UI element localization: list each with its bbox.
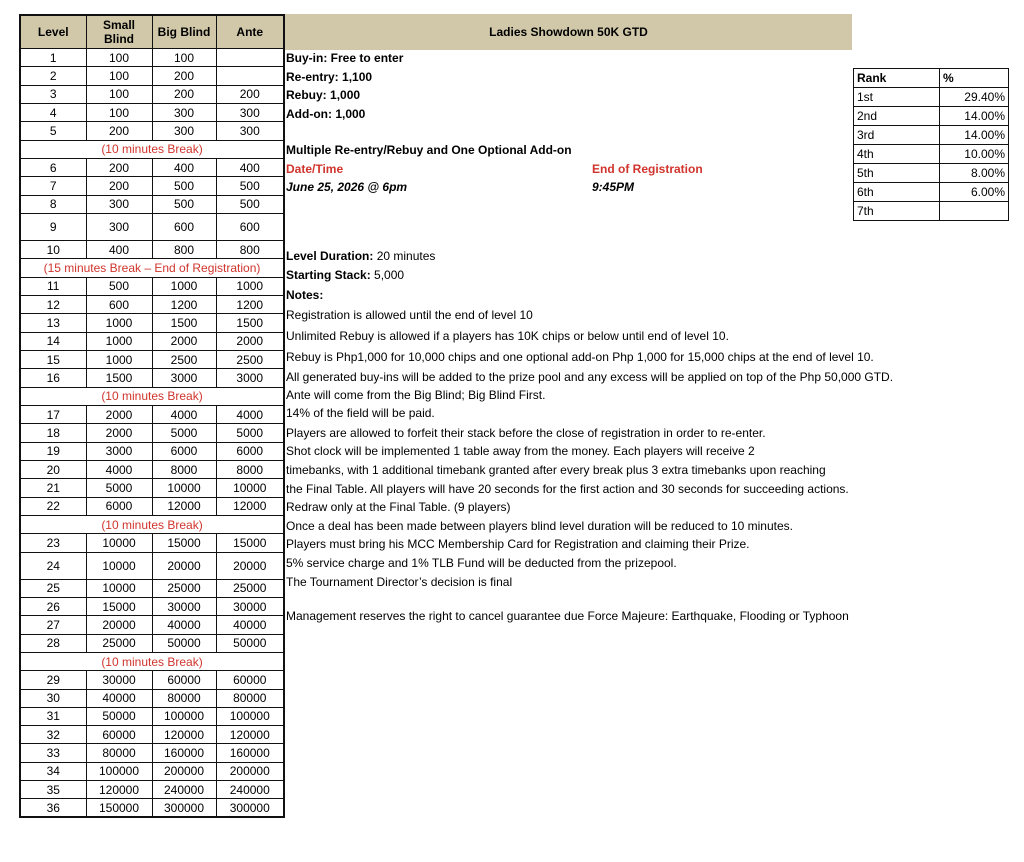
small-blind-cell: 5000 — [86, 479, 152, 497]
buyin-value: Free to enter — [330, 51, 404, 65]
note-line: Ante will come from the Big Blind; Big Blind First. — [286, 388, 546, 402]
level-duration-value: 20 minutes — [376, 249, 436, 263]
ante-cell: 50000 — [216, 634, 284, 652]
level-row — [20, 158, 284, 176]
level-row — [20, 534, 284, 552]
small-blind-cell: 10000 — [86, 552, 152, 579]
level-row — [20, 240, 284, 258]
level-row — [20, 616, 284, 634]
small-blind-cell: 40000 — [86, 689, 152, 707]
rank-cell: 5th — [854, 164, 940, 183]
big-blind-cell: 160000 — [152, 744, 216, 762]
big-blind-cell: 10000 — [152, 479, 216, 497]
blind-structure-table — [19, 14, 285, 818]
break-row — [20, 140, 284, 158]
level-row — [20, 579, 284, 597]
payout-row — [854, 164, 1009, 183]
multiple-entry-note: Multiple Re-entry/Rebuy and One Optional Add-on — [286, 143, 572, 157]
small-blind-cell: 100 — [86, 49, 152, 67]
level-cell: 19 — [20, 442, 86, 460]
level-row — [20, 103, 284, 121]
ante-cell: 1000 — [216, 277, 284, 295]
ante-cell: 600 — [216, 213, 284, 240]
level-cell: 22 — [20, 497, 86, 515]
big-blind-cell: 1500 — [152, 314, 216, 332]
level-duration-label: Level Duration: — [286, 249, 374, 263]
small-blind-cell: 100 — [86, 103, 152, 121]
level-row — [20, 479, 284, 497]
level-cell: 29 — [20, 671, 86, 689]
big-blind-cell: 300000 — [152, 799, 216, 817]
level-row — [20, 177, 284, 195]
ante-cell: 20000 — [216, 552, 284, 579]
big-blind-cell: 100000 — [152, 707, 216, 725]
big-blind-cell: 50000 — [152, 634, 216, 652]
big-blind-cell: 800 — [152, 240, 216, 258]
big-blind-cell: 25000 — [152, 579, 216, 597]
ante-cell: 30000 — [216, 597, 284, 615]
note-line: Registration is allowed until the end of level 10 — [286, 308, 533, 322]
ante-cell: 300000 — [216, 799, 284, 817]
level-cell: 4 — [20, 103, 86, 121]
small-blind-cell: 100000 — [86, 762, 152, 780]
ante-cell: 8000 — [216, 460, 284, 478]
ante-cell: 2000 — [216, 332, 284, 350]
level-cell: 6 — [20, 158, 86, 176]
level-row — [20, 781, 284, 799]
tournament-title: Ladies Showdown 50K GTD — [489, 25, 648, 39]
ante-cell: 100000 — [216, 707, 284, 725]
level-row — [20, 744, 284, 762]
ante-cell: 12000 — [216, 497, 284, 515]
big-blind-cell: 200 — [152, 85, 216, 103]
note-line: All generated buy-ins will be added to the prize pool and any excess will be applied on top of the Php 50,000 GTD. — [286, 370, 894, 384]
rank-cell: 6th — [854, 183, 940, 202]
level-row — [20, 424, 284, 442]
big-blind-cell: 3000 — [152, 369, 216, 387]
reentry-line — [286, 70, 372, 84]
level-cell: 12 — [20, 295, 86, 313]
percent-cell: 6.00% — [940, 183, 1009, 202]
level-cell: 31 — [20, 707, 86, 725]
note-line: Rebuy is Php1,000 for 10,000 chips and one optional add-on Php 1,000 for 15,000 chips at the end of level 10. — [286, 350, 874, 364]
ante-cell: 1500 — [216, 314, 284, 332]
ante-cell: 240000 — [216, 781, 284, 799]
payout-row — [854, 88, 1009, 107]
header-small-blind: Small Blind — [86, 15, 152, 49]
starting-stack-value: 5,000 — [374, 268, 405, 282]
big-blind-cell: 600 — [152, 213, 216, 240]
note-line: 5% service charge and 1% TLB Fund will be deducted from the prizepool. — [286, 556, 677, 570]
small-blind-cell: 2000 — [86, 405, 152, 423]
big-blind-cell: 200 — [152, 67, 216, 85]
ante-cell: 15000 — [216, 534, 284, 552]
percent-cell: 8.00% — [940, 164, 1009, 183]
small-blind-cell: 100 — [86, 67, 152, 85]
ante-cell: 5000 — [216, 424, 284, 442]
big-blind-cell: 240000 — [152, 781, 216, 799]
big-blind-cell: 8000 — [152, 460, 216, 478]
big-blind-cell: 2000 — [152, 332, 216, 350]
notes-label: Notes: — [286, 288, 324, 302]
big-blind-cell: 12000 — [152, 497, 216, 515]
big-blind-cell: 200000 — [152, 762, 216, 780]
ante-cell: 60000 — [216, 671, 284, 689]
note-line: Redraw only at the Final Table. (9 players) — [286, 500, 511, 514]
level-row — [20, 597, 284, 615]
big-blind-cell: 2500 — [152, 350, 216, 368]
header-ante: Ante — [216, 15, 284, 49]
level-row — [20, 85, 284, 103]
level-row — [20, 762, 284, 780]
small-blind-cell: 2000 — [86, 424, 152, 442]
note-line: timebanks, with 1 additional timebank granted after every break plus 3 extra timebanks upon reaching — [286, 463, 826, 477]
big-blind-cell: 100 — [152, 49, 216, 67]
end-registration-label: End of Registration — [592, 162, 703, 176]
rank-header: Rank — [854, 69, 940, 88]
note-line: the Final Table. All players will have 20 seconds for the first action and 30 seconds for succeeding actions. — [286, 482, 849, 496]
break-row — [20, 515, 284, 533]
level-row — [20, 442, 284, 460]
small-blind-cell: 1000 — [86, 314, 152, 332]
small-blind-cell: 600 — [86, 295, 152, 313]
rebuy-line — [286, 88, 360, 102]
big-blind-cell: 6000 — [152, 442, 216, 460]
small-blind-cell: 1000 — [86, 332, 152, 350]
big-blind-cell: 80000 — [152, 689, 216, 707]
ante-cell: 2500 — [216, 350, 284, 368]
level-cell: 35 — [20, 781, 86, 799]
big-blind-cell: 300 — [152, 122, 216, 140]
ante-cell: 800 — [216, 240, 284, 258]
small-blind-cell: 200 — [86, 122, 152, 140]
level-cell: 28 — [20, 634, 86, 652]
small-blind-cell: 10000 — [86, 579, 152, 597]
break-row — [20, 259, 284, 277]
big-blind-cell: 500 — [152, 177, 216, 195]
level-row — [20, 350, 284, 368]
big-blind-cell: 20000 — [152, 552, 216, 579]
percent-cell: 14.00% — [940, 126, 1009, 145]
level-cell: 2 — [20, 67, 86, 85]
level-row — [20, 314, 284, 332]
big-blind-cell: 1000 — [152, 277, 216, 295]
ante-cell: 400 — [216, 158, 284, 176]
big-blind-cell: 500 — [152, 195, 216, 213]
buyin-line — [286, 51, 403, 65]
level-cell: 33 — [20, 744, 86, 762]
level-cell: 15 — [20, 350, 86, 368]
ante-cell: 40000 — [216, 616, 284, 634]
starting-stack-label: Starting Stack: — [286, 268, 371, 282]
ante-cell: 6000 — [216, 442, 284, 460]
payout-row — [854, 145, 1009, 164]
addon-label: Add-on: — [286, 107, 332, 121]
big-blind-cell: 120000 — [152, 726, 216, 744]
small-blind-cell: 100 — [86, 85, 152, 103]
level-row — [20, 552, 284, 579]
level-cell: 14 — [20, 332, 86, 350]
small-blind-cell: 80000 — [86, 744, 152, 762]
payout-table — [853, 68, 1009, 221]
rank-cell: 1st — [854, 88, 940, 107]
level-row — [20, 799, 284, 817]
level-cell: 36 — [20, 799, 86, 817]
break-label: (10 minutes Break) — [20, 515, 284, 533]
level-row — [20, 689, 284, 707]
percent-cell: 29.40% — [940, 88, 1009, 107]
ante-cell: 300 — [216, 103, 284, 121]
percent-cell — [940, 202, 1009, 221]
note-line: Once a deal has been made between players blind level duration will be reduced to 10 minutes. — [286, 519, 793, 533]
level-cell: 17 — [20, 405, 86, 423]
payout-row — [854, 183, 1009, 202]
small-blind-cell: 20000 — [86, 616, 152, 634]
big-blind-cell: 300 — [152, 103, 216, 121]
level-cell: 3 — [20, 85, 86, 103]
rank-cell: 7th — [854, 202, 940, 221]
small-blind-cell: 60000 — [86, 726, 152, 744]
level-row — [20, 634, 284, 652]
level-row — [20, 671, 284, 689]
note-line: 14% of the field will be paid. — [286, 406, 435, 420]
level-row — [20, 460, 284, 478]
big-blind-cell: 15000 — [152, 534, 216, 552]
addon-line — [286, 107, 365, 121]
small-blind-cell: 50000 — [86, 707, 152, 725]
break-label: (10 minutes Break) — [20, 652, 284, 670]
level-row — [20, 726, 284, 744]
level-cell: 9 — [20, 213, 86, 240]
break-label: (15 minutes Break – End of Registration) — [20, 259, 284, 277]
level-row — [20, 295, 284, 313]
level-row — [20, 277, 284, 295]
rank-cell: 2nd — [854, 107, 940, 126]
big-blind-cell: 40000 — [152, 616, 216, 634]
rank-cell: 3rd — [854, 126, 940, 145]
payout-row — [854, 107, 1009, 126]
level-cell: 13 — [20, 314, 86, 332]
datetime-value: June 25, 2026 @ 6pm — [286, 180, 408, 194]
payout-row — [854, 202, 1009, 221]
break-row — [20, 652, 284, 670]
level-row — [20, 122, 284, 140]
ante-cell: 160000 — [216, 744, 284, 762]
rebuy-value: 1,000 — [330, 88, 361, 102]
header-big-blind: Big Blind — [152, 15, 216, 49]
level-cell: 18 — [20, 424, 86, 442]
payout-header-row — [854, 69, 1009, 88]
payout-body — [854, 69, 1009, 221]
small-blind-cell: 300 — [86, 195, 152, 213]
level-duration-line — [286, 249, 435, 263]
level-cell: 26 — [20, 597, 86, 615]
level-cell: 10 — [20, 240, 86, 258]
note-line: Unlimited Rebuy is allowed if a players has 10K chips or below until end of level 10. — [286, 329, 729, 343]
structure-header-row — [20, 15, 284, 49]
level-row — [20, 213, 284, 240]
level-row — [20, 405, 284, 423]
level-row — [20, 707, 284, 725]
small-blind-cell: 1500 — [86, 369, 152, 387]
percent-cell: 10.00% — [940, 145, 1009, 164]
level-cell: 30 — [20, 689, 86, 707]
ante-cell: 120000 — [216, 726, 284, 744]
addon-value: 1,000 — [335, 107, 366, 121]
ante-cell — [216, 49, 284, 67]
break-row — [20, 387, 284, 405]
small-blind-cell: 6000 — [86, 497, 152, 515]
level-row — [20, 67, 284, 85]
rank-cell: 4th — [854, 145, 940, 164]
small-blind-cell: 25000 — [86, 634, 152, 652]
small-blind-cell: 400 — [86, 240, 152, 258]
level-cell: 21 — [20, 479, 86, 497]
small-blind-cell: 300 — [86, 213, 152, 240]
end-registration-value: 9:45PM — [592, 180, 635, 194]
note-line: The Tournament Director’s decision is final — [286, 575, 513, 589]
ante-cell: 500 — [216, 177, 284, 195]
header-level: Level — [20, 15, 86, 49]
level-cell: 24 — [20, 552, 86, 579]
reentry-label: Re-entry: — [286, 70, 339, 84]
percent-cell: 14.00% — [940, 107, 1009, 126]
break-label: (10 minutes Break) — [20, 387, 284, 405]
ante-cell: 300 — [216, 122, 284, 140]
ante-cell: 10000 — [216, 479, 284, 497]
buyin-label: Buy-in: — [286, 51, 328, 65]
reentry-value: 1,100 — [342, 70, 373, 84]
ante-cell: 200 — [216, 85, 284, 103]
small-blind-cell: 500 — [86, 277, 152, 295]
tournament-title-bar — [285, 14, 852, 50]
note-line: Players must bring his MCC Membership Card for Registration and claiming their Prize. — [286, 537, 750, 551]
level-row — [20, 497, 284, 515]
level-cell: 7 — [20, 177, 86, 195]
rebuy-label: Rebuy: — [286, 88, 327, 102]
big-blind-cell: 60000 — [152, 671, 216, 689]
small-blind-cell: 30000 — [86, 671, 152, 689]
small-blind-cell: 1000 — [86, 350, 152, 368]
ante-cell: 80000 — [216, 689, 284, 707]
level-cell: 27 — [20, 616, 86, 634]
level-cell: 32 — [20, 726, 86, 744]
big-blind-cell: 1200 — [152, 295, 216, 313]
ante-cell: 4000 — [216, 405, 284, 423]
small-blind-cell: 3000 — [86, 442, 152, 460]
ante-cell: 200000 — [216, 762, 284, 780]
level-cell: 5 — [20, 122, 86, 140]
level-cell: 20 — [20, 460, 86, 478]
level-row — [20, 195, 284, 213]
datetime-label: Date/Time — [286, 162, 344, 176]
starting-stack-line — [286, 268, 404, 282]
payout-row — [854, 126, 1009, 145]
small-blind-cell: 200 — [86, 177, 152, 195]
big-blind-cell: 4000 — [152, 405, 216, 423]
level-cell: 34 — [20, 762, 86, 780]
ante-cell: 3000 — [216, 369, 284, 387]
big-blind-cell: 5000 — [152, 424, 216, 442]
level-cell: 8 — [20, 195, 86, 213]
small-blind-cell: 10000 — [86, 534, 152, 552]
small-blind-cell: 4000 — [86, 460, 152, 478]
level-cell: 25 — [20, 579, 86, 597]
break-label: (10 minutes Break) — [20, 140, 284, 158]
level-cell: 23 — [20, 534, 86, 552]
structure-body — [20, 49, 284, 818]
level-row — [20, 369, 284, 387]
level-row — [20, 49, 284, 67]
ante-cell: 25000 — [216, 579, 284, 597]
note-line: Management reserves the right to cancel guarantee due Force Majeure: Earthquake, Flooding or Typhoon — [286, 609, 849, 623]
level-cell: 1 — [20, 49, 86, 67]
small-blind-cell: 15000 — [86, 597, 152, 615]
small-blind-cell: 150000 — [86, 799, 152, 817]
note-line: Shot clock will be implemented 1 table away from the money. Each players will receive 2 — [286, 444, 755, 458]
level-cell: 11 — [20, 277, 86, 295]
level-cell: 16 — [20, 369, 86, 387]
level-row — [20, 332, 284, 350]
small-blind-cell: 200 — [86, 158, 152, 176]
ante-cell: 500 — [216, 195, 284, 213]
note-line: Players are allowed to forfeit their stack before the close of registration in order to re-enter. — [286, 426, 766, 440]
ante-cell — [216, 67, 284, 85]
big-blind-cell: 30000 — [152, 597, 216, 615]
small-blind-cell: 120000 — [86, 781, 152, 799]
ante-cell: 1200 — [216, 295, 284, 313]
big-blind-cell: 400 — [152, 158, 216, 176]
pct-header: % — [940, 69, 1009, 88]
